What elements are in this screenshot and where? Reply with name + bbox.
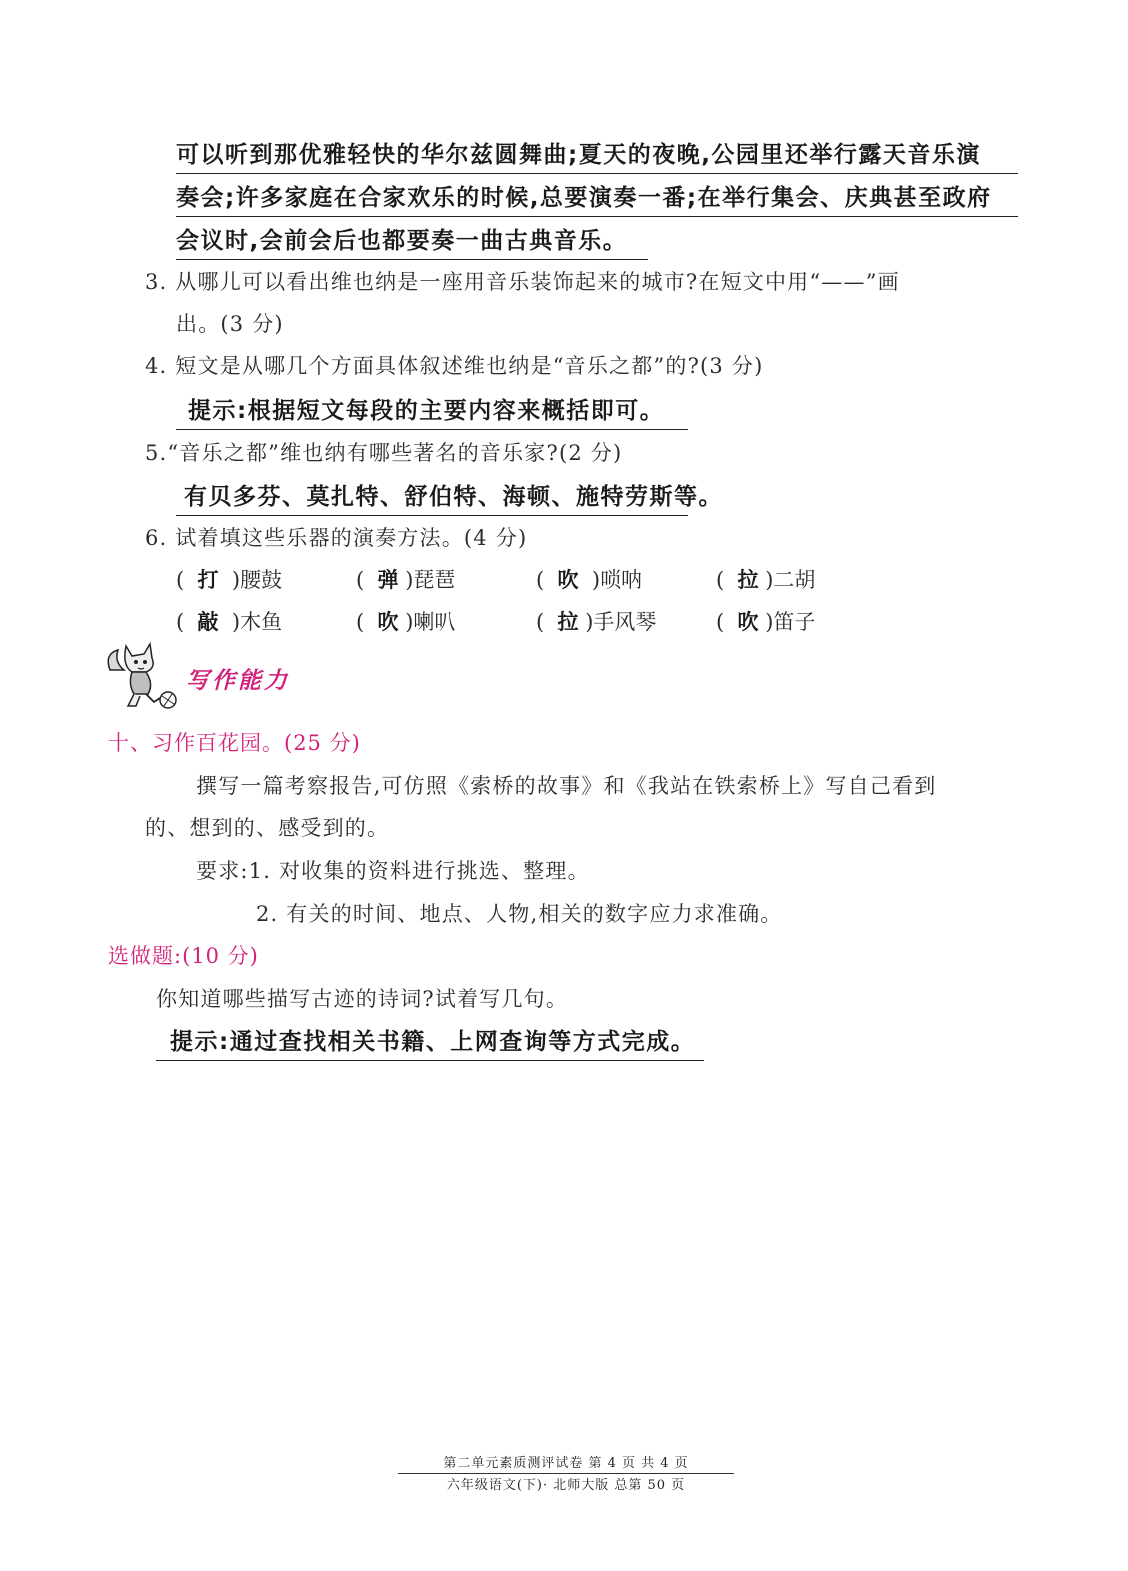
instrument-item: ( 拉 )手风琴 xyxy=(536,609,657,634)
instrument-item: ( 吹 )唢呐 xyxy=(536,567,643,592)
play-method: 敲 xyxy=(197,609,219,634)
fox-mascot-icon xyxy=(104,640,184,710)
instrument-item: ( 拉 )二胡 xyxy=(716,567,816,592)
instrument-name: 唢呐 xyxy=(600,568,643,592)
question-3-line-1: 3. 从哪儿可以看出维也纳是一座用音乐装饰起来的城市?在短文中用“——”画 xyxy=(145,270,900,294)
instrument-name: 琵琶 xyxy=(413,568,456,592)
answer-line-3: 会议时,会前会后也都要奏一曲古典音乐。 xyxy=(176,222,648,260)
question-5: 5.“音乐之都”维也纳有哪些著名的音乐家?(2 分) xyxy=(145,441,623,465)
play-method: 拉 xyxy=(557,609,579,634)
instrument-name: 木鱼 xyxy=(240,610,283,634)
optional-answer: 提示:通过查找相关书籍、上网查询等方式完成。 xyxy=(156,1023,704,1061)
play-method: 打 xyxy=(197,567,219,592)
optional-question: 你知道哪些描写古迹的诗词?试着写几句。 xyxy=(156,987,569,1011)
play-method: 吹 xyxy=(557,567,579,592)
section-10-paragraph-line-1: 撰写一篇考察报告,可仿照《索桥的故事》和《我站在铁索桥上》写自己看到 xyxy=(196,774,937,798)
question-4: 4. 短文是从哪几个方面具体叙述维也纳是“音乐之都”的?(3 分) xyxy=(145,354,764,378)
question-3-line-2: 出。(3 分) xyxy=(176,312,284,336)
instrument-name: 喇叭 xyxy=(413,610,456,634)
question-6: 6. 试着填这些乐器的演奏方法。(4 分) xyxy=(145,526,528,550)
answer-line-1: 可以听到那优雅轻快的华尔兹圆舞曲;夏天的夜晚,公园里还举行露天音乐演 xyxy=(176,136,1018,174)
instrument-item: ( 弹 )琵琶 xyxy=(356,567,456,592)
instrument-name: 腰鼓 xyxy=(240,568,283,592)
play-method: 吹 xyxy=(377,609,399,634)
instrument-name: 手风琴 xyxy=(593,610,657,634)
requirement-2: 2. 有关的时间、地点、人物,相关的数字应力求准确。 xyxy=(256,902,783,926)
question-4-answer: 提示:根据短文每段的主要内容来概括即可。 xyxy=(176,392,688,430)
optional-title: 选做题:(10 分) xyxy=(108,944,259,968)
instrument-item: ( 打 )腰鼓 xyxy=(176,567,283,592)
instrument-item: ( 吹 )笛子 xyxy=(716,609,816,634)
play-method: 吹 xyxy=(737,609,759,634)
section-banner-title: 写作能力 xyxy=(186,667,290,694)
play-method: 弹 xyxy=(377,567,399,592)
footer-line-1: 第二单元素质测评试卷 第 4 页 共 4 页 xyxy=(398,1452,734,1474)
instrument-item: ( 吹 )喇叭 xyxy=(356,609,456,634)
answer-line-2: 奏会;许多家庭在合家欢乐的时候,总要演奏一番;在举行集会、庆典甚至政府 xyxy=(176,179,1018,217)
instrument-name: 笛子 xyxy=(773,610,816,634)
footer-line-2: 六年级语文(下)· 北师大版 总第 50 页 xyxy=(446,1478,686,1493)
instrument-name: 二胡 xyxy=(773,568,816,592)
requirement-1: 要求:1. 对收集的资料进行挑选、整理。 xyxy=(196,859,590,883)
section-10-title: 十、习作百花园。(25 分) xyxy=(108,731,361,755)
instrument-item: ( 敲 )木鱼 xyxy=(176,609,283,634)
play-method: 拉 xyxy=(737,567,759,592)
question-5-answer: 有贝多芬、莫扎特、舒伯特、海顿、施特劳斯等。 xyxy=(176,478,688,516)
section-10-paragraph-line-2: 的、想到的、感受到的。 xyxy=(145,816,390,840)
